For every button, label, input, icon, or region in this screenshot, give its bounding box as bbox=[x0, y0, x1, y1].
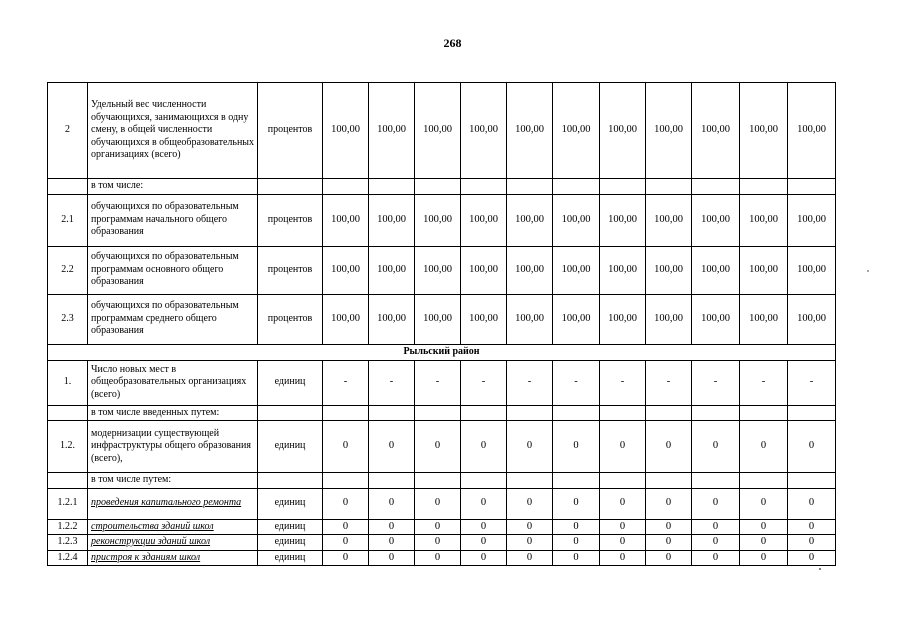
table-body bbox=[48, 83, 836, 566]
section-title: Рыльский район bbox=[48, 344, 836, 360]
empty-cell bbox=[740, 179, 788, 195]
unit-cell: единиц bbox=[258, 360, 323, 405]
value-cell: 100,00 bbox=[600, 294, 646, 344]
table-row bbox=[48, 194, 836, 246]
value-cell: 0 bbox=[788, 519, 836, 535]
empty-cell bbox=[258, 179, 323, 195]
empty-cell bbox=[553, 473, 600, 489]
value-cell: 100,00 bbox=[323, 83, 369, 179]
row-number bbox=[48, 473, 88, 489]
value-cell: - bbox=[646, 360, 692, 405]
value-cell: 100,00 bbox=[461, 294, 507, 344]
empty-cell bbox=[692, 473, 740, 489]
value-cell: 100,00 bbox=[600, 246, 646, 294]
indicator-name: Удельный вес численности обучающихся, занимающихся в одну смену, в общей численности обучающихся в общеобразовательных организациях (всего) bbox=[88, 83, 258, 179]
value-cell: 100,00 bbox=[323, 194, 369, 246]
table-row bbox=[48, 421, 836, 473]
value-cell: 100,00 bbox=[692, 246, 740, 294]
indicator-name: пристроя к зданиям школ bbox=[88, 550, 258, 566]
value-cell: 0 bbox=[323, 421, 369, 473]
empty-cell bbox=[646, 473, 692, 489]
value-cell: 100,00 bbox=[553, 83, 600, 179]
value-cell: 100,00 bbox=[600, 83, 646, 179]
empty-cell bbox=[507, 405, 553, 421]
value-cell: 100,00 bbox=[369, 194, 415, 246]
unit-cell: единиц bbox=[258, 519, 323, 535]
value-cell: 100,00 bbox=[740, 194, 788, 246]
value-cell: 0 bbox=[507, 535, 553, 551]
value-cell: - bbox=[740, 360, 788, 405]
row-number: 1.2. bbox=[48, 421, 88, 473]
row-number: 1.2.2 bbox=[48, 519, 88, 535]
value-cell: 0 bbox=[600, 488, 646, 519]
value-cell: 0 bbox=[600, 421, 646, 473]
empty-cell bbox=[600, 405, 646, 421]
value-cell: 100,00 bbox=[369, 83, 415, 179]
unit-cell: единиц bbox=[258, 535, 323, 551]
value-cell: - bbox=[461, 360, 507, 405]
empty-cell bbox=[788, 405, 836, 421]
value-cell: 100,00 bbox=[788, 246, 836, 294]
value-cell: 0 bbox=[461, 519, 507, 535]
value-cell: 100,00 bbox=[507, 294, 553, 344]
indicator-name: обучающихся по образовательным программам основного общего образования bbox=[88, 246, 258, 294]
unit-cell: процентов bbox=[258, 294, 323, 344]
row-number bbox=[48, 179, 88, 195]
value-cell: 0 bbox=[553, 421, 600, 473]
value-cell: 0 bbox=[507, 488, 553, 519]
indicator-name: в том числе путем: bbox=[88, 473, 258, 489]
value-cell: - bbox=[507, 360, 553, 405]
empty-cell bbox=[461, 405, 507, 421]
value-cell: 0 bbox=[646, 421, 692, 473]
indicator-name: модернизации существующей инфраструктуры общего образования (всего), bbox=[88, 421, 258, 473]
indicator-name: строительства зданий школ bbox=[88, 519, 258, 535]
empty-cell bbox=[258, 473, 323, 489]
indicator-name: обучающихся по образовательным программам среднего общего образования bbox=[88, 294, 258, 344]
value-cell: 100,00 bbox=[461, 246, 507, 294]
value-cell: 0 bbox=[692, 550, 740, 566]
value-cell: 100,00 bbox=[553, 194, 600, 246]
value-cell: 0 bbox=[646, 550, 692, 566]
empty-cell bbox=[323, 179, 369, 195]
row-number: 1.2.4 bbox=[48, 550, 88, 566]
value-cell: 0 bbox=[323, 488, 369, 519]
value-cell: - bbox=[323, 360, 369, 405]
value-cell: 0 bbox=[323, 519, 369, 535]
empty-cell bbox=[415, 473, 461, 489]
indicator-name: в том числе введенных путем: bbox=[88, 405, 258, 421]
empty-cell bbox=[788, 473, 836, 489]
empty-cell bbox=[788, 179, 836, 195]
value-cell: 100,00 bbox=[507, 246, 553, 294]
indicator-name: обучающихся по образовательным программам начального общего образования bbox=[88, 194, 258, 246]
indicator-name: реконструкции зданий школ bbox=[88, 535, 258, 551]
empty-cell bbox=[553, 179, 600, 195]
empty-cell bbox=[369, 405, 415, 421]
value-cell: 100,00 bbox=[740, 83, 788, 179]
scan-speck bbox=[867, 270, 869, 272]
value-cell: 0 bbox=[415, 519, 461, 535]
value-cell: 100,00 bbox=[692, 194, 740, 246]
value-cell: 0 bbox=[692, 421, 740, 473]
value-cell: 0 bbox=[461, 550, 507, 566]
indicators-table bbox=[47, 82, 836, 566]
value-cell: 100,00 bbox=[369, 294, 415, 344]
empty-cell bbox=[369, 179, 415, 195]
table-row bbox=[48, 246, 836, 294]
value-cell: 0 bbox=[692, 535, 740, 551]
value-cell: 0 bbox=[507, 421, 553, 473]
value-cell: - bbox=[553, 360, 600, 405]
row-number: 1.2.3 bbox=[48, 535, 88, 551]
value-cell: 100,00 bbox=[415, 294, 461, 344]
table-row bbox=[48, 473, 836, 489]
value-cell: 0 bbox=[740, 535, 788, 551]
value-cell: 100,00 bbox=[788, 83, 836, 179]
unit-cell: процентов bbox=[258, 246, 323, 294]
unit-cell: единиц bbox=[258, 550, 323, 566]
value-cell: 100,00 bbox=[692, 83, 740, 179]
value-cell: 0 bbox=[692, 519, 740, 535]
empty-cell bbox=[692, 405, 740, 421]
value-cell: 100,00 bbox=[461, 194, 507, 246]
table-row bbox=[48, 83, 836, 179]
table-row bbox=[48, 405, 836, 421]
value-cell: 100,00 bbox=[323, 294, 369, 344]
value-cell: 100,00 bbox=[740, 294, 788, 344]
empty-cell bbox=[415, 179, 461, 195]
value-cell: 100,00 bbox=[415, 246, 461, 294]
value-cell: 0 bbox=[369, 519, 415, 535]
value-cell: 0 bbox=[600, 519, 646, 535]
value-cell: 0 bbox=[740, 519, 788, 535]
empty-cell bbox=[507, 179, 553, 195]
value-cell: 100,00 bbox=[507, 194, 553, 246]
empty-cell bbox=[415, 405, 461, 421]
value-cell: 0 bbox=[788, 550, 836, 566]
value-cell: 0 bbox=[323, 535, 369, 551]
value-cell: 0 bbox=[553, 535, 600, 551]
scan-speck bbox=[819, 568, 821, 570]
value-cell: 100,00 bbox=[788, 194, 836, 246]
unit-cell: процентов bbox=[258, 83, 323, 179]
empty-cell bbox=[600, 473, 646, 489]
value-cell: 0 bbox=[600, 550, 646, 566]
page-number: 268 bbox=[443, 36, 462, 50]
value-cell: 100,00 bbox=[323, 246, 369, 294]
value-cell: 0 bbox=[740, 488, 788, 519]
row-number: 1. bbox=[48, 360, 88, 405]
unit-cell: единиц bbox=[258, 488, 323, 519]
value-cell: 100,00 bbox=[600, 194, 646, 246]
value-cell: 0 bbox=[788, 421, 836, 473]
value-cell: 0 bbox=[323, 550, 369, 566]
row-number: 2.1 bbox=[48, 194, 88, 246]
value-cell: 100,00 bbox=[692, 294, 740, 344]
value-cell: 0 bbox=[507, 550, 553, 566]
row-number: 2.2 bbox=[48, 246, 88, 294]
empty-cell bbox=[553, 405, 600, 421]
value-cell: 100,00 bbox=[369, 246, 415, 294]
value-cell: 0 bbox=[740, 421, 788, 473]
value-cell: 100,00 bbox=[646, 83, 692, 179]
value-cell: 100,00 bbox=[646, 194, 692, 246]
value-cell: - bbox=[600, 360, 646, 405]
value-cell: 100,00 bbox=[553, 294, 600, 344]
value-cell: 0 bbox=[600, 535, 646, 551]
value-cell: 100,00 bbox=[553, 246, 600, 294]
table-row bbox=[48, 488, 836, 519]
table-row bbox=[48, 550, 836, 566]
value-cell: - bbox=[415, 360, 461, 405]
empty-cell bbox=[258, 405, 323, 421]
value-cell: 0 bbox=[415, 550, 461, 566]
value-cell: 0 bbox=[692, 488, 740, 519]
table-row bbox=[48, 519, 836, 535]
value-cell: - bbox=[369, 360, 415, 405]
empty-cell bbox=[600, 179, 646, 195]
value-cell: 0 bbox=[788, 535, 836, 551]
empty-cell bbox=[646, 179, 692, 195]
value-cell: - bbox=[788, 360, 836, 405]
value-cell: 100,00 bbox=[507, 83, 553, 179]
value-cell: 0 bbox=[646, 535, 692, 551]
empty-cell bbox=[461, 179, 507, 195]
table-row bbox=[48, 344, 836, 360]
empty-cell bbox=[646, 405, 692, 421]
table-row bbox=[48, 360, 836, 405]
empty-cell bbox=[323, 405, 369, 421]
empty-cell bbox=[507, 473, 553, 489]
indicator-name: проведения капитального ремонта bbox=[88, 488, 258, 519]
value-cell: 0 bbox=[369, 488, 415, 519]
indicator-name: Число новых мест в общеобразовательных организациях (всего) bbox=[88, 360, 258, 405]
unit-cell: процентов bbox=[258, 194, 323, 246]
value-cell: 100,00 bbox=[415, 83, 461, 179]
value-cell: 0 bbox=[369, 421, 415, 473]
row-number: 2.3 bbox=[48, 294, 88, 344]
value-cell: 0 bbox=[553, 488, 600, 519]
value-cell: 0 bbox=[553, 519, 600, 535]
value-cell: 100,00 bbox=[788, 294, 836, 344]
empty-cell bbox=[740, 405, 788, 421]
value-cell: 100,00 bbox=[740, 246, 788, 294]
value-cell: 0 bbox=[646, 519, 692, 535]
value-cell: 0 bbox=[369, 535, 415, 551]
row-number: 1.2.1 bbox=[48, 488, 88, 519]
row-number: 2 bbox=[48, 83, 88, 179]
table-row bbox=[48, 179, 836, 195]
value-cell: 0 bbox=[461, 488, 507, 519]
value-cell: 0 bbox=[461, 535, 507, 551]
indicator-name: в том числе: bbox=[88, 179, 258, 195]
unit-cell: единиц bbox=[258, 421, 323, 473]
table-row bbox=[48, 535, 836, 551]
value-cell: 0 bbox=[369, 550, 415, 566]
row-number bbox=[48, 405, 88, 421]
value-cell: 0 bbox=[740, 550, 788, 566]
table-row bbox=[48, 294, 836, 344]
value-cell: 0 bbox=[646, 488, 692, 519]
value-cell: 0 bbox=[415, 488, 461, 519]
empty-cell bbox=[461, 473, 507, 489]
empty-cell bbox=[692, 179, 740, 195]
value-cell: 0 bbox=[788, 488, 836, 519]
value-cell: - bbox=[692, 360, 740, 405]
empty-cell bbox=[369, 473, 415, 489]
value-cell: 0 bbox=[507, 519, 553, 535]
value-cell: 0 bbox=[461, 421, 507, 473]
value-cell: 0 bbox=[415, 421, 461, 473]
value-cell: 0 bbox=[553, 550, 600, 566]
value-cell: 100,00 bbox=[646, 294, 692, 344]
empty-cell bbox=[323, 473, 369, 489]
value-cell: 100,00 bbox=[415, 194, 461, 246]
value-cell: 100,00 bbox=[461, 83, 507, 179]
value-cell: 0 bbox=[415, 535, 461, 551]
value-cell: 100,00 bbox=[646, 246, 692, 294]
empty-cell bbox=[740, 473, 788, 489]
